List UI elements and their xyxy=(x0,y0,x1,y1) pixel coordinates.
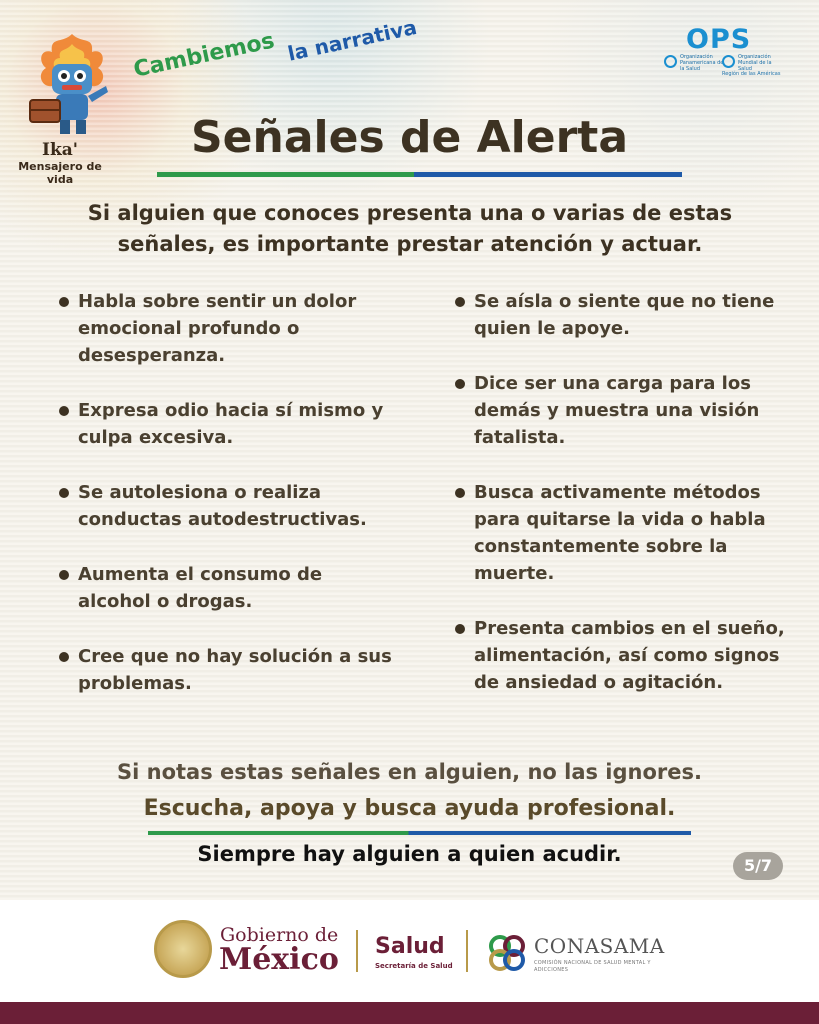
ops-acronym: OPS xyxy=(686,24,752,55)
list-item xyxy=(58,561,398,615)
bullet-icon xyxy=(455,379,465,389)
closing-line-3: Siempre hay alguien a quien acudir. xyxy=(197,842,622,866)
signs-list-right xyxy=(454,288,794,696)
mascot-name: Ika' xyxy=(42,140,78,160)
sign-text: Presenta cambios en el sueño, alimentación, así como signos de ansiedad o agitación. xyxy=(474,618,785,693)
footer-divider xyxy=(466,930,468,972)
ops-globe-icon xyxy=(664,55,677,68)
sign-text: Habla sobre sentir un dolor emocional profundo o desesperanza. xyxy=(78,291,357,366)
salud-logo-text: Salud xyxy=(375,934,445,959)
bullet-icon xyxy=(59,488,69,498)
list-item xyxy=(454,479,794,587)
bullet-icon xyxy=(455,488,465,498)
gobierno-line-2: México xyxy=(219,942,339,977)
list-item xyxy=(454,615,794,696)
closing-divider xyxy=(148,831,691,835)
conasama-text: CONASAMA xyxy=(534,934,665,958)
ops-org1: Organización Panamericana de la Salud xyxy=(680,54,724,72)
bullet-icon xyxy=(59,297,69,307)
sign-text: Dice ser una carga para los demás y muestra una visión fatalista. xyxy=(474,373,760,448)
list-item xyxy=(58,397,398,451)
list-item xyxy=(58,479,398,533)
footer-divider xyxy=(356,930,358,972)
title-divider xyxy=(157,172,682,177)
bullet-icon xyxy=(455,624,465,634)
sign-text: Aumenta el consumo de alcohol o drogas. xyxy=(78,564,323,612)
who-globe-icon xyxy=(722,55,735,68)
bullet-icon xyxy=(59,652,69,662)
list-item xyxy=(454,288,794,342)
sign-text: Busca activamente métodos para quitarse la vida o habla constantemente sobre la muerte. xyxy=(474,482,766,584)
signs-list-left xyxy=(58,288,398,697)
campaign-text-1: Cambiemos xyxy=(131,28,277,83)
ops-logo xyxy=(664,24,784,84)
ops-region: Región de las Américas xyxy=(722,71,781,77)
sign-text: Se aísla o siente que no tiene quien le apoye. xyxy=(474,291,775,339)
mascot-subtitle: Mensajero de vida xyxy=(18,160,102,186)
ops-org2: Organización Mundial de la Salud xyxy=(738,54,772,72)
list-item xyxy=(58,288,398,369)
bullet-icon xyxy=(59,570,69,580)
mexico-seal-icon xyxy=(154,920,212,978)
footer-color-bar xyxy=(0,1002,819,1024)
list-item xyxy=(58,643,398,697)
sign-text: Se autolesiona o realiza conductas autodestructivas. xyxy=(78,482,367,530)
conasama-logo-icon xyxy=(486,932,528,974)
page-title: Señales de Alerta xyxy=(190,112,629,163)
salud-subtitle: Secretaría de Salud xyxy=(375,962,453,970)
conasama-subtitle: COMISIÓN NACIONAL DE SALUD MENTAL Y ADICCIONES xyxy=(534,960,651,973)
closing-line-1: Si notas estas señales en alguien, no las ignores. xyxy=(117,760,702,784)
bullet-icon xyxy=(59,406,69,416)
campaign-text-2: la narrativa xyxy=(285,14,419,66)
sign-text: Expresa odio hacia sí mismo y culpa excesiva. xyxy=(78,400,384,448)
gobierno-line-1: Gobierno de xyxy=(220,924,339,946)
closing-line-2: Escucha, apoya y busca ayuda profesional. xyxy=(143,796,676,821)
page-indicator-badge: 5/7 xyxy=(733,852,783,880)
sign-text: Cree que no hay solución a sus problemas. xyxy=(78,646,392,694)
bullet-icon xyxy=(455,297,465,307)
intro-text: Si alguien que conoces presenta una o varias de estas señales, es importante prestar atención y actuar. xyxy=(87,201,733,256)
campaign-logo xyxy=(128,14,448,98)
list-item xyxy=(454,370,794,451)
